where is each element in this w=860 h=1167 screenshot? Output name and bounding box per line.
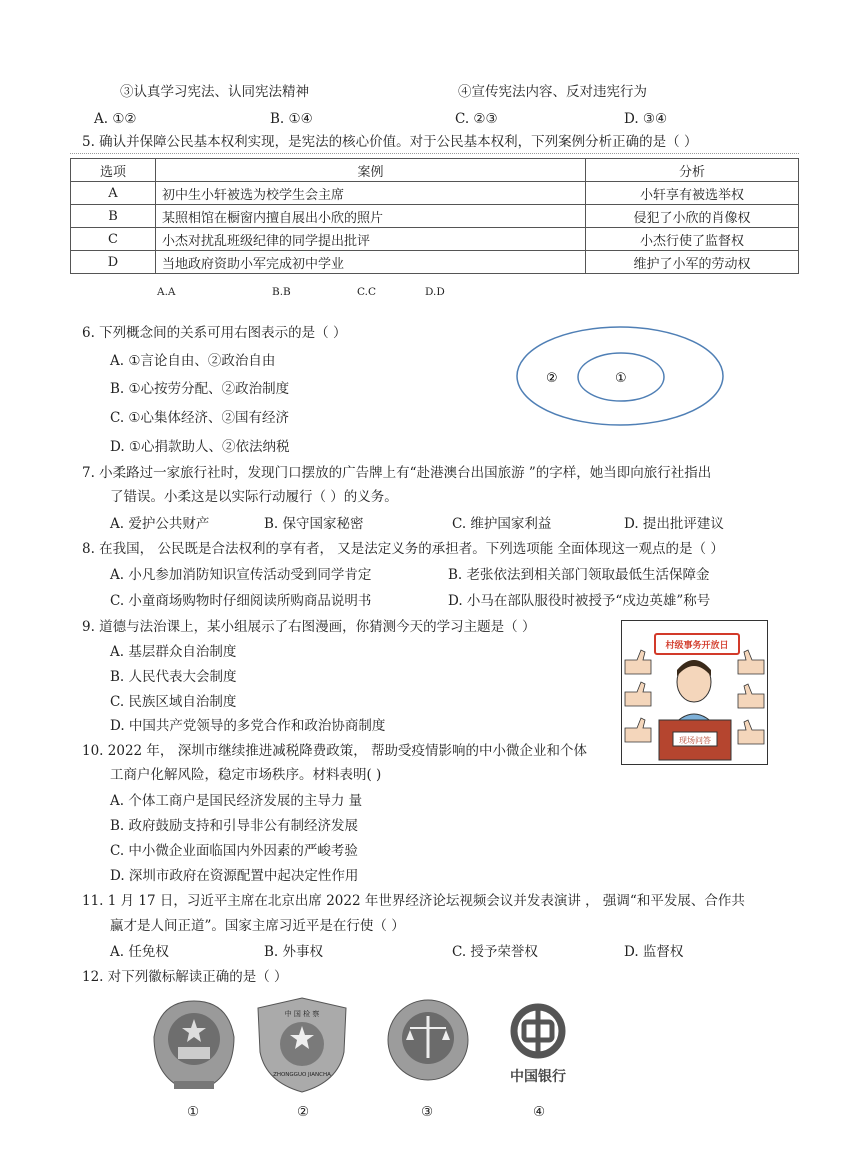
q11-option-c: C. 授予荣誉权 [452, 944, 538, 960]
q9-stem: 9. 道德与法治课上，某小组展示了右图漫画，你猜测今天的学习主题是（ ） [82, 619, 536, 635]
emblem-label-2: ② [297, 1104, 310, 1120]
q4-option-a: A. ①② [94, 111, 137, 127]
outer-label: ② [546, 371, 558, 386]
emblem-label-3: ③ [421, 1104, 434, 1120]
table-row [71, 228, 799, 251]
q8-option-d: D. 小马在部队服役时被授予“戍边英雄”称号 [448, 593, 711, 609]
table-cell: 侵犯了小欣的肖像权 [586, 205, 799, 228]
q6-stem: 6. 下列概念间的关系可用右图表示的是（ ） [82, 325, 347, 341]
q5-stem: 5. 确认并保障公民基本权利实现，是宪法的核心价值。对于公民基本权利，下列案例分析正确的是（ ） [82, 134, 698, 150]
table-cell: 当地政府资助小军完成初中学业 [156, 251, 586, 274]
table-row [71, 182, 799, 205]
q7-option-d: D. 提出批评建议 [624, 516, 724, 532]
q4-option-c: C. ②③ [455, 111, 498, 127]
q5-option-d: D.D [425, 286, 445, 298]
q4-item3: ③认真学习宪法、认同宪法精神 [120, 84, 309, 100]
q9-option-c: C. 民族区域自治制度 [110, 694, 237, 710]
q11-line2: 赢才是人间正道”。国家主席习近平是在行使（ ） [110, 918, 405, 934]
q10-line2: 工商户化解风险，稳定市场秩序。材料表明( ) [110, 767, 382, 783]
q10-line1: 10. 2022 年， 深圳市继续推进减税降费政策， 帮助受疫情影响的中小微企业和个体 [82, 743, 587, 759]
q4-option-d: D. ③④ [624, 111, 668, 127]
table-header: 案例 [156, 159, 586, 182]
q7-option-c: C. 维护国家利益 [452, 516, 552, 532]
q8-stem: 8. 在我国， 公民既是合法权利的享有者， 又是法定义务的承担者。下列选项能 全面体现这一观点的是（ ） [82, 541, 724, 557]
q9-option-d: D. 中国共产党领导的多党合作和政治协商制度 [110, 718, 386, 734]
table-cell: D [71, 251, 156, 274]
q7-line2: 了错误。小柔这是以实际行动履行（ ）的义务。 [110, 489, 398, 505]
q11-option-b: B. 外事权 [264, 944, 324, 960]
q5-option-b: B.B [272, 286, 291, 298]
divider [70, 153, 799, 154]
procuratorate-emblem [252, 996, 352, 1094]
q11-line1: 11. 1 月 17 日，习近平主席在北京出席 2022 年世界经济论坛视频会议并发表演讲 ， 强调“和平发展、合作共 [82, 893, 745, 909]
q10-option-a: A. 个体工商户是国民经济发展的主导力 量 [110, 793, 363, 809]
table-row [71, 205, 799, 228]
bank-name: 中国银行 [510, 1069, 566, 1085]
q9-option-a: A. 基层群众自治制度 [110, 644, 237, 660]
table-cell: 小杰行使了监督权 [586, 228, 799, 251]
q11-option-d: D. 监督权 [624, 944, 684, 960]
q6-option-b: B. ①心按劳分配、②政治制度 [110, 381, 290, 397]
table-cell: 小杰对扰乱班级纪律的同学提出批评 [156, 228, 586, 251]
q4-option-b: B. ①④ [270, 111, 313, 127]
q10-option-b: B. 政府鼓励支持和引导非公有制经济发展 [110, 818, 359, 834]
q10-option-c: C. 中小微企业面临国内外因素的严峻考验 [110, 843, 358, 859]
national-emblem [148, 997, 240, 1093]
emblem-label-1: ① [187, 1104, 200, 1120]
q8-option-c: C. 小童商场购物时仔细阅读所购商品说明书 [110, 593, 372, 609]
q5-option-a: A.A [157, 286, 176, 298]
emblem2-top-text: 中 国 检 察 [284, 1010, 320, 1018]
table-header: 选项 [71, 159, 156, 182]
table-header: 分析 [586, 159, 799, 182]
emblem2-bottom-text: ZHONGGUO JIANCHA [273, 1072, 331, 1078]
inner-label: ① [615, 371, 627, 386]
emblem-label-4: ④ [533, 1104, 546, 1120]
table-header-row [71, 159, 799, 182]
q10-option-d: D. 深圳市政府在资源配置中起决定性作用 [110, 868, 359, 884]
q6-option-d: D. ①心捐款助人、②依法纳税 [110, 439, 290, 455]
q4-item4: ④宣传宪法内容、反对违宪行为 [458, 84, 647, 100]
q6-option-c: C. ①心集体经济、②国有经济 [110, 410, 290, 426]
emblem-ribbon [174, 1081, 214, 1089]
table-cell: C [71, 228, 156, 251]
table-cell: 某照相馆在橱窗内擅自展出小欣的照片 [156, 205, 586, 228]
q7-line1: 7. 小柔路过一家旅行社时，发现门口摆放的广告牌上有“赴港澳台出国旅游 ”的字样，她当即向旅行社指出 [82, 465, 712, 481]
table-cell: B [71, 205, 156, 228]
table-row [71, 251, 799, 274]
tiananmen-icon [178, 1047, 210, 1059]
q9-option-b: B. 人民代表大会制度 [110, 669, 237, 685]
court-emblem [384, 996, 472, 1088]
concept-diagram [515, 325, 725, 427]
q5-option-c: C.C [357, 286, 377, 298]
q8-option-a: A. 小凡参加消防知识宣传活动受到同学肯定 [110, 567, 372, 583]
q11-option-a: A. 任免权 [110, 944, 169, 960]
q7-option-b: B. 保守国家秘密 [264, 516, 364, 532]
bank-of-china-logo [500, 1003, 582, 1087]
table-cell: 维护了小军的劳动权 [586, 251, 799, 274]
village-affairs-cartoon [621, 620, 768, 765]
q12-stem: 12. 对下列徽标解读正确的是（ ） [82, 969, 288, 985]
q5-case-table [70, 158, 799, 274]
q7-option-a: A. 爱护公共财产 [110, 516, 210, 532]
q8-option-b: B. 老张依法到相关部门领取最低生活保障金 [448, 567, 710, 583]
table-cell: 小轩享有被选举权 [586, 182, 799, 205]
cartoon-desk-text: 现场问答 [679, 736, 711, 745]
cartoon-banner-text: 村级事务开放日 [665, 641, 729, 651]
q6-option-a: A. ①言论自由、②政治自由 [110, 353, 276, 369]
table-cell: 初中生小轩被选为校学生会主席 [156, 182, 586, 205]
table-cell: A [71, 182, 156, 205]
